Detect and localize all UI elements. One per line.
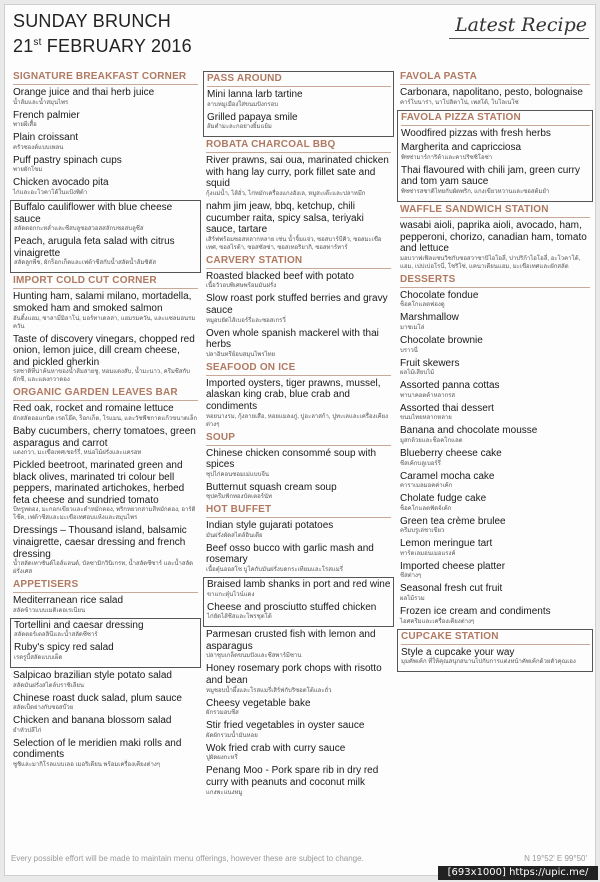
menu-item [400,335,590,355]
menu-item-name: Pickled beetroot, marinated green and black olives, marinated tri colour bell peppers, marinated artichokes, herbed feta cheese and sundried tomato [13,460,185,506]
menu-item-name: Taste of discovery vinegars, chopped red onion, lemon juice, dill cream cheese, and pickled gherkin [13,333,195,368]
footer [11,854,591,863]
menu-item-thai-name: ครัวซองต์แบบเพลน [13,144,64,151]
menu-item-name: Imported oysters, tiger prawns, mussel, alaskan king crab, blue crab and condiments [206,377,381,412]
section-title: CUPCAKE STATION [401,631,590,645]
menu-item-name: Mediterranean rice salad [13,595,124,607]
menu-item [400,380,590,400]
menu-item-thai-name: กุ้งแม่น้ำ, ไส้อั่ว, ไก่หมักเครื่องแกงฮังเล, หมูสะเต๊ะและปลาหมึก [206,190,366,197]
section-title: FAVOLA PIZZA STATION [401,112,590,126]
menu-item [206,378,391,429]
section-title: APPETISERS [13,579,198,593]
menu-item-name: Stir fried vegetables in oyster sauce [206,720,365,732]
menu-item [13,132,198,152]
menu-item-thai-name: ผลไม้เสียบไม้ [400,370,435,377]
menu-section [13,71,198,197]
menu-item-thai-name: พิซซ่ารสชาติไทยกับผัดพริก, แกงเขียวหวานและซอสต้มยำ [401,188,550,195]
menu-section [206,362,391,429]
menu-item [401,165,590,196]
section-title: ROBATA CHARCOAL BBQ [206,139,391,153]
menu-item-thai-name: บีทรูทดอง, มะกอกเขียวและดำหมักดอง, พริกหยวกสามสีหมักดอง, อาร์ติโช๊ค, เฟต้าชีสและมะเขือเทศอบแห้งและสมุนไพร [13,507,196,522]
menu-item-thai-name: พายผักโขม [13,167,43,174]
menu-item-thai-name: น้ำส้มและน้ำสมุนไพร [13,99,69,106]
menu-section [206,504,391,574]
menu-item [13,595,198,615]
menu-item [401,142,590,162]
menu-item-name: Chinese chicken consommé soup with spices [206,447,377,471]
menu-item-thai-name: สลัดมันฝรั่งสไตล์บราซิเลียน [13,682,85,689]
menu-item [13,693,198,713]
menu-item-name: Baby cucumbers, cherry tomatoes, green asparagus and carrot [13,425,196,449]
menu-item [206,201,391,252]
menu-item-thai-name: ปลาชุบเกล็ดขนมปังและชีสพาร์มีซาน [206,653,302,660]
menu-item-name: Orange juice and thai herb juice [13,87,155,98]
menu-item-name: Buffalo cauliflower with blue cheese sauce [14,201,173,225]
menu-item-thai-name: หมูชอบน้ำผึ้งและโรสแมรี่เสิร์ฟกับริซอตโต้และถั่ว [206,687,332,694]
menu-item-thai-name: ผลไม้รวม [400,596,425,603]
menu-item [400,87,590,107]
menu-item [13,177,198,197]
menu-item [13,155,198,175]
menu-item [400,561,590,581]
menu-item-name: Seasonal fresh cut fruit [400,583,503,595]
menu-item-thai-name: สลัดดอกกะหล่ำและซีสบลูชอสวอสสลักบชอสบลูชีส [14,226,144,233]
menu-item-thai-name: ช็อคโกแลตฟองดู [400,302,445,309]
section-title: PASS AROUND [207,73,391,87]
menu-item [206,328,391,359]
menu-item-thai-name: ไก่และอะโวคาโด้ในแป้งพิต้า [13,189,88,196]
menu-item-thai-name: น้ำสลัดเทาซันด์ไอส์แลนด์, บัลซามิกวินิเกรท, น้ำสลัดซีซาร์ และน้ำสลัดฝรั่งเศส [13,561,194,576]
menu-item-name: Oven whole spanish mackerel with thai herbs [206,327,379,351]
menu-item-thai-name: พายผีเสื้อ [13,122,37,129]
menu-item-name: Assorted panna cottas [400,380,500,392]
menu-item-thai-name: สลัดข้าวแบบเมดิเตอเรเนียน [13,607,86,614]
latest-recipe-logo: Latest Recipe [449,14,589,39]
menu-section [400,204,590,271]
menu-item [400,312,590,332]
menu-item [207,89,391,109]
menu-item-name: Chinese roast duck salad, plum sauce [13,692,182,704]
menu-item [13,738,198,769]
menu-item-thai-name: สลัดลูกพีช, ผักร็อกเก็ตและเฟต้าชีสกับน้ำสลัดน้ำส้มซิตัส [14,260,157,267]
menu-item-thai-name: ปูผัดผงกะหรี่ [206,755,238,762]
menu-item [13,291,198,330]
menu-section [13,670,198,769]
menu-item-thai-name: พิซซ่ามาร์การิต้าและคาปริซซิโอซ่า [401,154,493,161]
menu-item [14,642,198,662]
menu-item-thai-name: ชีสต่างๆ [400,573,422,580]
menu-title: SUNDAY BRUNCH [13,11,171,31]
menu-item-thai-name: ครีมบรูเล่ชาเขียว [400,528,445,535]
menu-page [4,4,596,876]
menu-item [13,334,198,385]
menu-item-name: Lemon meringue tart [400,538,493,550]
menu-section [206,255,391,359]
menu-item-name: Penang Moo - Pork spare rib in dry red curry with peanuts and coconut milk [206,765,379,788]
menu-section [397,629,593,673]
menu-section [203,71,394,137]
menu-item [206,543,391,574]
menu-item-name: Plain croissant [13,132,79,144]
menu-item [206,743,391,763]
menu-item-thai-name: ซูชิและมากิโรลแบบเลอ เมอริเดียน พร้อมเครื่องเคียงต่างๆ [13,762,161,768]
menu-item-name: River prawns, sai oua, marinated chicken with hang lay curry, pork fillet sate and squid [206,155,389,190]
menu-section [400,274,590,626]
menu-item [13,460,198,522]
menu-section [400,71,590,107]
menu-item-thai-name: ผักสลัดออแกนิค เรดโอ๊ค, ร็อกเก็ต, โรแมน, และวัชพืชกาดแก้วขนาดเล็ก [13,415,198,422]
menu-item-thai-name: ช็อคโกแลตฟัดจ์เค้ก [400,505,452,512]
menu-item [400,448,590,468]
section-title: ORGANIC GARDEN LEAVES BAR [13,387,198,401]
menu-item-thai-name: พานาคอตต้าหลากรส [400,392,456,399]
menu-item-name: Puff pastry spinach cups [13,154,122,166]
menu-item-thai-name: สลัดเป็ดย่างกับซอสบ๊วย [13,705,74,712]
menu-item-name: Marshmallow [400,312,459,324]
menu-item [206,155,391,198]
menu-title-block [13,11,192,57]
menu-item-name: Margherita and capricciosa [401,142,522,154]
menu-item [400,220,590,271]
menu-item-name: Chicken and banana blossom salad [13,715,172,727]
menu-item-thai-name: มันฝรั่งผัดสไตล์อินเดีย [206,532,263,539]
menu-item-thai-name: หอยนางรม, กุ้งลายเสือ, หอยแมลงภู่, ปูอะลาสก้า, ปูทะเลและเครื่องเคียงต่างๆ [206,413,389,428]
menu-item-name: Dressings – Thousand island, balsamic vinaigrette, caesar dressing and french dressing [13,525,187,560]
date-suffix: st [33,37,42,48]
menu-item-name: Carbonara, napolitano, pesto, bolognaise [400,87,583,98]
menu-item-name: Braised lamb shanks in port and red wine [207,579,391,591]
menu-item-name: Beef osso bucco with garlic mash and rosemary [206,542,374,566]
menu-item-thai-name: มอบวาฟเฟิลแซนวิชกับซอสวาซาบิไอโอลี่, ปาปริก้าไอโอลี่, อะโวคาโด้, แฮม, เปปเปอโรนี่, โชริโซ่, แคนาเดียนแฮม, มะเขือเทศและผักสลัด [400,255,581,270]
menu-item [206,482,391,502]
menu-item-thai-name: คาร์โบนาร่า, นาโปลิตาโน่, เพสโต้, โบโลเนโซ่ [400,99,519,106]
menu-item-name: Peach, arugula feta salad with citrus vinaigrette [14,236,175,259]
menu-item-thai-name: คาราเมลมอคค่าเค้ก [400,483,453,490]
menu-item-name: Chocolate fondue [400,289,479,301]
menu-item-name: Salpicao brazilian style potato salad [13,670,172,682]
menu-item [401,128,590,140]
menu-item-thai-name: หมูอบยัดไส้เบอร์รี่และซอสเกรวี่ [206,317,286,324]
section-title: IMPORT COLD CUT CORNER [13,275,198,289]
menu-item-name: Chicken avocado pita [13,177,109,189]
menu-item-thai-name: บราวนี่ [400,347,418,354]
menu-section [13,579,198,615]
menu-item-thai-name: ซุปไก่คอนซอมเม่แบบจีน [206,471,269,478]
menu-item-thai-name: ไก่ยัดไส้ชีสและโพรชุตโต้ [207,614,272,621]
menu-item-name: Blueberry cheese cake [400,447,502,459]
menu-item [207,112,391,132]
menu-section [206,629,391,796]
menu-item-thai-name: ไอศครีมและเครื่องเคียงต่างๆ [400,618,475,625]
menu-date [13,32,192,57]
menu-item [400,403,590,423]
menu-item-name: nahm jim jeaw, bbq, ketchup, chili cucumber raita, spicy salsa, teriyaki sauce, tartare [206,200,364,236]
section-title: CARVERY STATION [206,255,391,269]
menu-item-name: Woodfired pizzas with fresh herbs [401,127,551,139]
menu-item-name: Hunting ham, salami milano, mortadella, smoked ham and smoked salmon [13,291,192,314]
menu-item-name: Slow roast pork stuffed berries and gravy sauce [206,293,388,316]
menu-item-thai-name: มุมคัพเค้ก ที่ให้คุณสนุกสนานไปกับการแต่งหน้าคัพเค้กด้วยตัวคุณเอง [401,659,576,666]
menu-item [401,647,590,667]
menu-item-thai-name: ทาร์ตเลมอนเมอแรงค์ [400,550,456,557]
menu-item-name: Frozen ice cream and condiments [400,606,551,618]
menu-item [206,293,391,324]
menu-item-thai-name: ส้มตำมะละกอย่างยิ้มแย้ม [207,124,272,131]
menu-item-thai-name: ชีสเค้กบลูเบอร์รี่ [400,460,441,467]
menu-item-name: Butternut squash cream soup [206,481,337,493]
menu-item [400,538,590,558]
menu-item-thai-name: ผัดผักรวมน้ำมันหอย [206,732,258,739]
menu-item-thai-name: เสิร์ฟพร้อมซอสหลากหลาย เช่น น้ำจิ้มแจ่ว, ซอสบาร์บีคิว, ซอสมะเขือเทศ, ซอสไรต้า, ซอสซัลซ่า, ซอสเทอริยากิ, ซอสทาร์ทาร์ [206,236,382,251]
menu-item-name: Grilled papaya smile [207,111,298,123]
menu-item-name: Green tea crème brulee [400,515,506,527]
date-rest: FEBRUARY 2016 [41,36,192,56]
menu-item-thai-name: ฮันติ้งแฮม, ซาลามี่มิลาโน่, มอร์ทาเดลล่า, แฮมรมควัน, และแซลมอนรมควัน [13,315,196,330]
menu-item-name: Chocolate brownie [400,334,483,346]
footer-coordinates: N 19°52' E 99°50' [524,854,587,863]
menu-item-name: wasabi aioli, paprika aioli, avocado, ham, pepperoni, chorizo, canadian ham, tomato and lettuce [400,219,587,255]
menu-column-1 [13,71,198,772]
section-title: DESSERTS [400,274,590,288]
menu-section [10,200,201,273]
menu-item [13,670,198,690]
menu-item-name: Tortellini and caesar dressing [14,619,144,631]
menu-item-name: Honey rosemary pork chops with risotto and bean [206,663,382,687]
menu-item-name: Red oak, rocket and romaine lettuce [13,403,174,415]
menu-item-thai-name: ผักรวมอบชีส [206,710,239,717]
menu-item-name: Selection of le meridien maki rolls and condiments [13,737,182,761]
menu-item-thai-name: เรดรูบี้สลัดแบบเผ็ด [14,655,63,662]
menu-item-name: Mini lanna larb tartine [207,89,303,100]
date-day: 21 [13,36,34,56]
menu-item [13,110,198,130]
menu-item [207,602,391,622]
menu-item-thai-name: มาชเมโล่ [400,324,425,331]
menu-section [206,432,391,502]
section-title: SOUP [206,432,391,446]
menu-item-thai-name: ขาแกะตุ๋นไวน์แดง [207,591,255,598]
menu-item-thai-name: ขนมไทยหลากหลาย [400,415,452,422]
menu-item-name: Wok fried crab with curry sauce [206,742,346,754]
menu-section [13,275,198,384]
menu-item-thai-name: เนื้อตุ๋นออสโซ บูโคกับมันฝรั่งบดกระเทียมและโรสแมรี่ [206,567,343,574]
menu-item-name: Cheese and prosciutto stuffed chicken [207,601,377,613]
menu-item [400,471,590,491]
menu-column-3 [400,71,590,674]
menu-section [13,387,198,576]
menu-item-thai-name: มูสกล้วยและช็อคโกแลต [400,437,463,444]
menu-item-thai-name: ลาบหมูเมืองใส่ขนมปังกรอบ [207,101,279,108]
menu-item [13,426,198,457]
section-title: HOT BUFFET [206,504,391,518]
menu-item [14,236,198,267]
menu-item-name: Thai flavoured with chili jam, green curry and tom yam sauce [401,164,580,188]
menu-item [400,606,590,626]
menu-item [206,448,391,479]
menu-item [13,715,198,735]
menu-item [207,579,391,599]
menu-item [206,663,391,694]
menu-item [400,493,590,513]
menu-column-2 [206,71,391,800]
menu-item [400,583,590,603]
menu-item [13,87,198,107]
section-title: WAFFLE SANDWICH STATION [400,204,590,218]
section-title: SIGNATURE BREAKFAST CORNER [13,71,198,85]
menu-item [400,358,590,378]
menu-item [400,516,590,536]
menu-item-thai-name: สลัดตอร์เตลลินีและน้ำสลัดซีซาร์ [14,632,98,639]
menu-section [206,139,391,252]
menu-item-name: Caramel mocha cake [400,470,495,482]
menu-item-name: Style a cupcake your way [401,646,515,658]
menu-item [400,290,590,310]
menu-item-name: Ruby's spicy red salad [14,642,114,654]
menu-item-name: Indian style gujarati potatoes [206,520,334,532]
menu-item-thai-name: ปลาอินทรีย์อบสมุนไพรไทย [206,351,276,358]
menu-item-thai-name: แตงกวา, มะเขือเทศเชอร์รี่, หน่อไม้ฝรั่งและแครอท [13,450,142,457]
menu-item-name: Parmesan crusted fish with lemon and asparagus [206,629,376,652]
menu-section [203,577,394,627]
menu-item [206,720,391,740]
section-title: SEAFOOD ON ICE [206,362,391,376]
menu-item-thai-name: ซุปครีมฟักทองบัตเตอร์นัท [206,494,272,501]
menu-item [206,271,391,291]
menu-item-name: Cholate fudge cake [400,493,487,505]
footer-note: Every possible effort will be made to maintain menu offerings, however these are subject to change. [11,854,364,863]
menu-item-name: Fruit skewers [400,357,460,369]
menu-item [13,525,198,576]
watermark-tag: [693x1000] https://upic.me/ [438,866,598,880]
menu-item [14,202,198,233]
menu-item [13,403,198,423]
menu-item [206,520,391,540]
menu-item [206,698,391,718]
menu-item-name: Cheesy vegetable bake [206,697,311,709]
menu-item-name: Assorted thai dessert [400,402,494,414]
menu-item-name: French palmier [13,109,80,121]
menu-section [10,618,201,668]
menu-item-name: Banana and chocolate mousse [400,425,538,437]
menu-item-name: Imported cheese platter [400,560,506,572]
menu-item [14,620,198,640]
menu-item [206,629,391,660]
menu-item-thai-name: รสชาติที่น่าค้นหาของน้ำส้มสายชู, หอมแดงสับ, น้ำมะนาว, ครีมชีสกับผักชี, และแตงกวาดอง [13,369,190,384]
menu-item-thai-name: ยำหัวปลีไก่ [13,727,42,734]
menu-item-thai-name: เนื้อวัวอบพิเศษพร้อมมันฝรั่ง [206,283,277,290]
menu-item [206,765,391,796]
menu-item [400,425,590,445]
menu-item-thai-name: แกงพะแนงหมู [206,789,243,796]
section-title: FAVOLA PASTA [400,71,590,85]
menu-item-name: Roasted blacked beef with potato [206,270,354,282]
menu-section [397,110,593,202]
